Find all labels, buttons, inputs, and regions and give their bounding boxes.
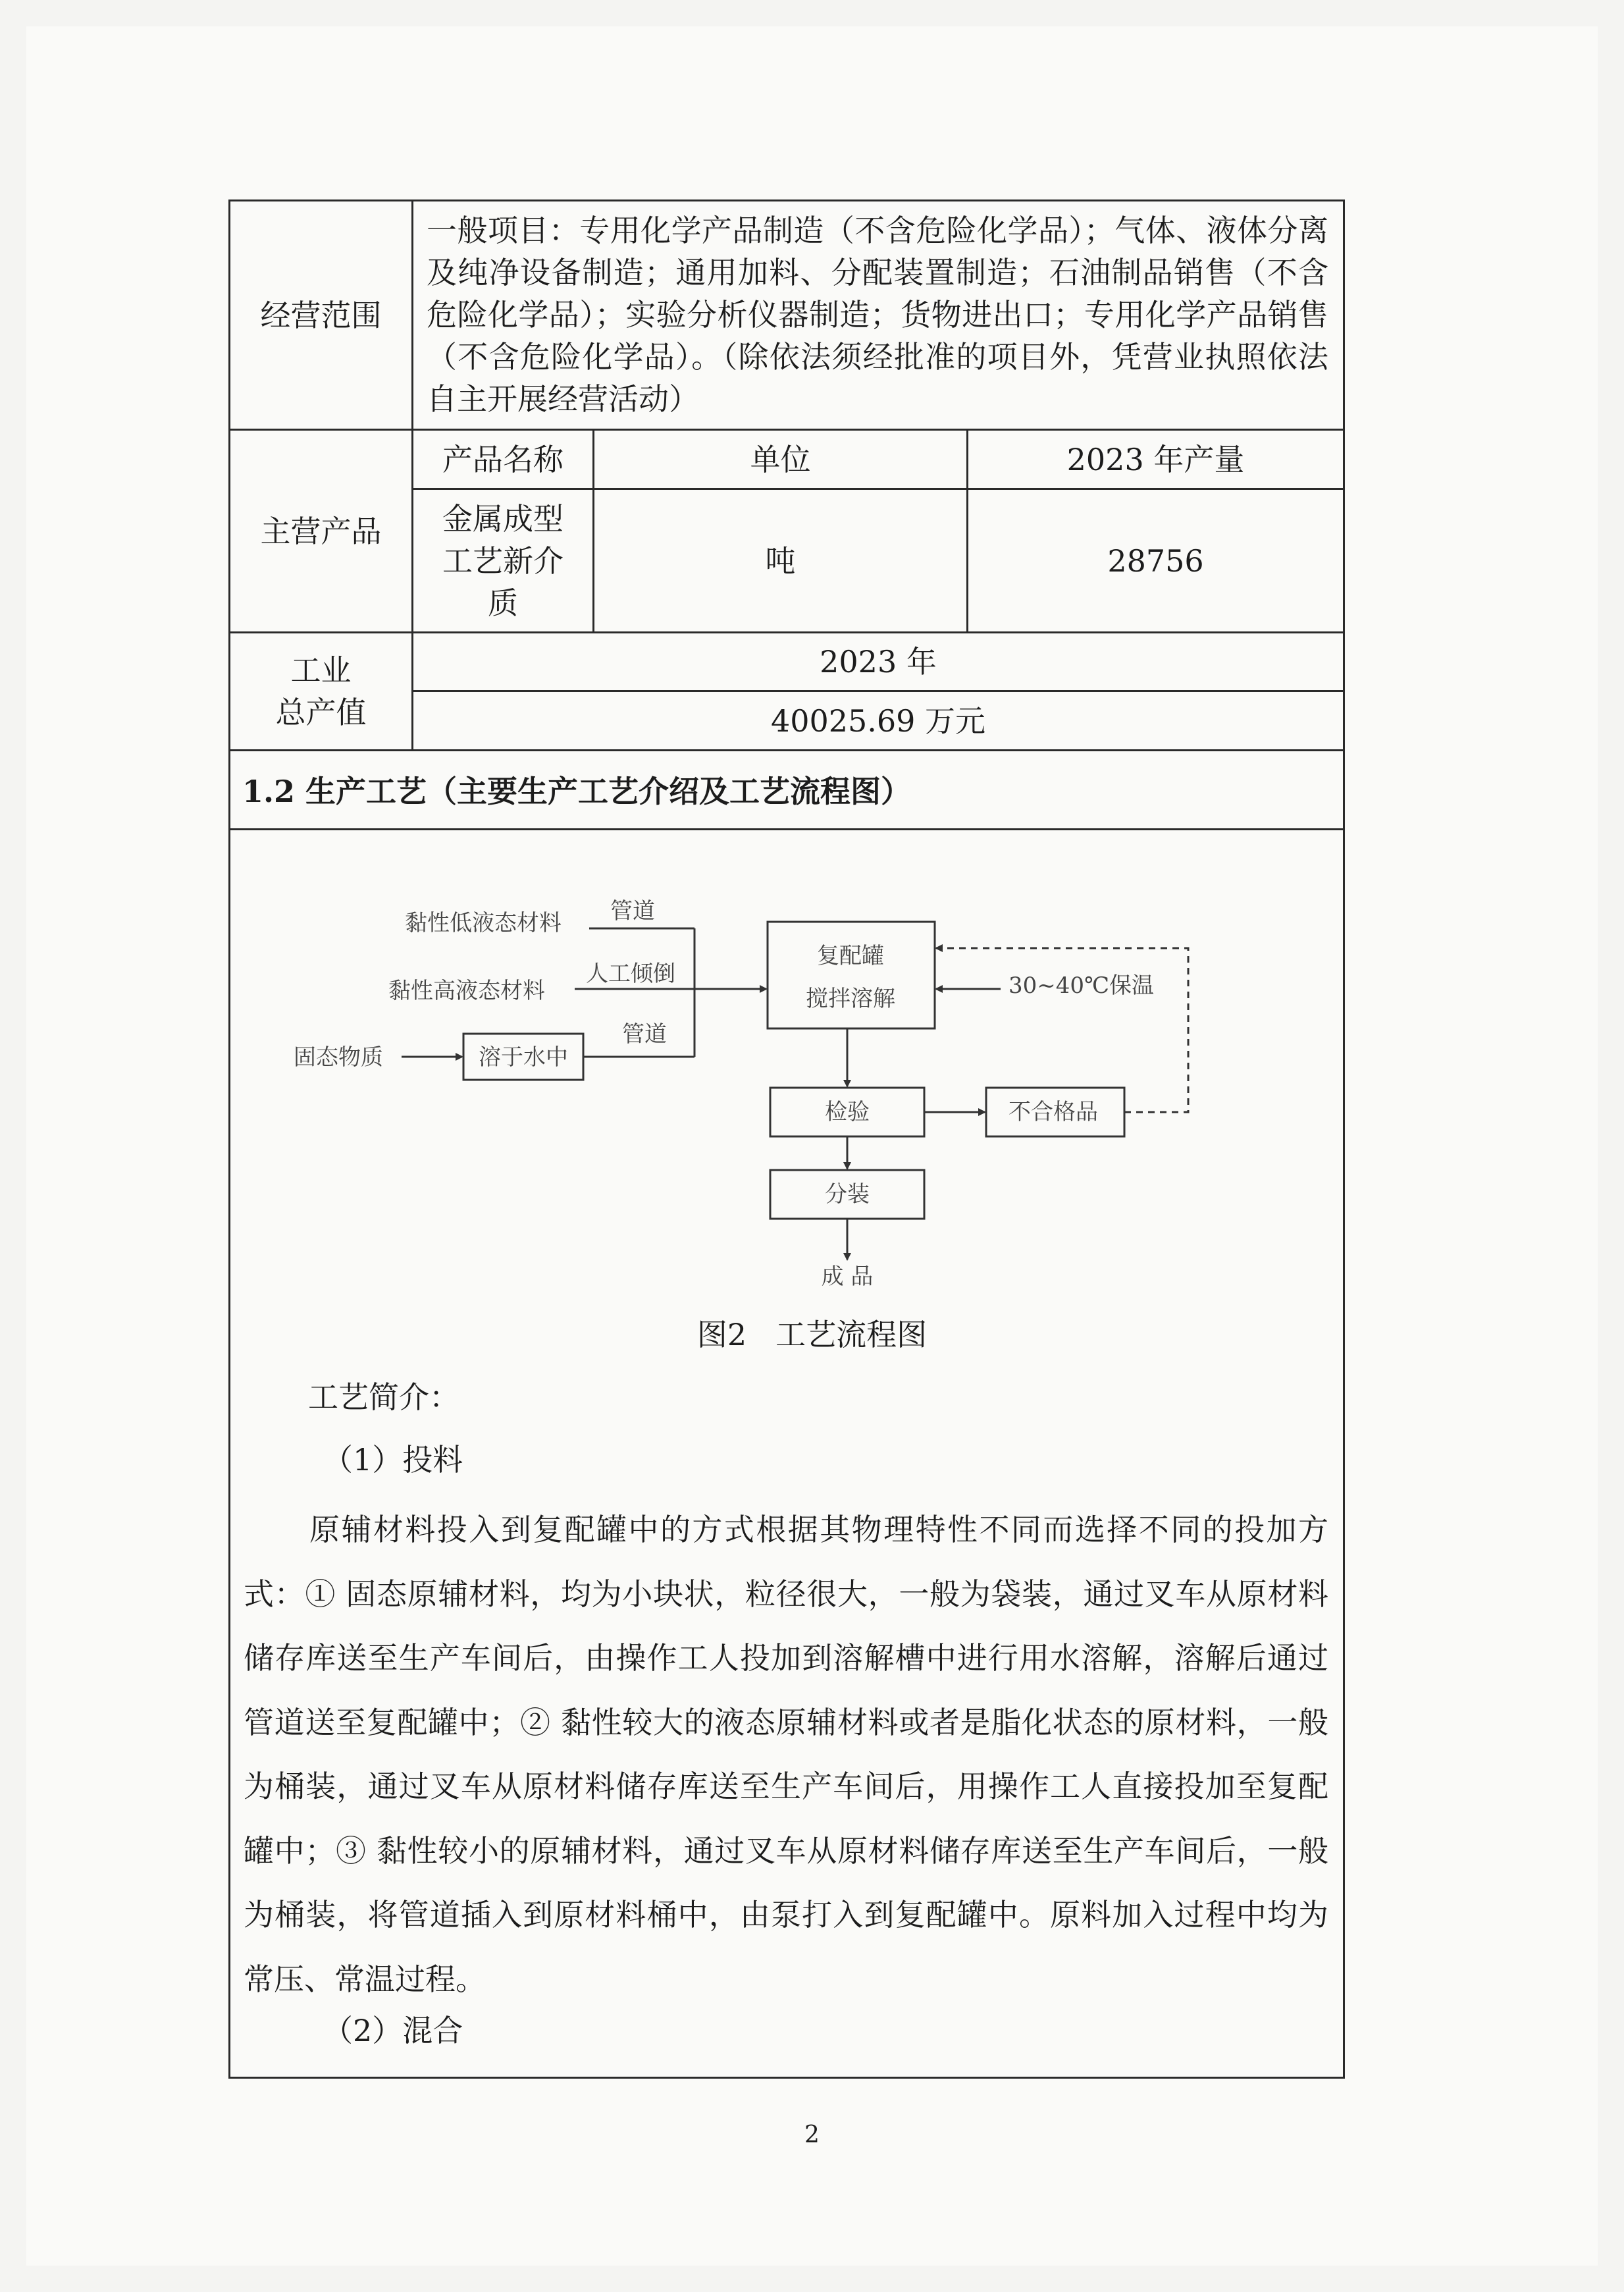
products-label: 主营产品 xyxy=(260,513,382,549)
label-solid: 固态物质 xyxy=(294,1044,383,1071)
label-high-viscosity: 黏性高液态材料 xyxy=(388,978,545,1004)
box-mix xyxy=(768,922,935,1028)
gov-label-line1: 工业 xyxy=(290,653,352,688)
step1-paragraph: 原辅材料投入到复配罐中的方式根据其物理特性不同而选择不同的投加方式：① 固态原辅材料，均为小块状，粒径很大，一般为袋装，通过叉车从原材料储存库送至生产车间后，由操作工人投加到溶解槽中进行用水溶解，溶解后通过管道送至复配罐中；② 黏性较大的液态原辅材料或者是脂化状态的原材料，一般为桶装，通过叉车从原材料储存库送至生产车间后，用操作工人直接投加至复配罐中；③ 黏性较小的原辅材料，通过叉车从原材料储存库送至生产车间后，一般为桶装，将管道插入到原材料桶中，由泵打入到复配罐中。原料加入过程中均为常压、常温过程。 xyxy=(244,1512,1328,1997)
page-number: 2 xyxy=(804,2121,820,2148)
figure-caption xyxy=(0,1314,1624,1356)
rule-after-section-title xyxy=(228,828,1345,830)
scope-label: 经营范围 xyxy=(260,297,382,333)
scope-text: 一般项目：专用化学产品制造（不含危险化学品）；气体、液体分离及纯净设备制造；通用加料、分配装置制造；石油制品销售（不含危险化学品）；实验分析仪器制造；货物进出口；专用化学产品销售（不含危险化学品）。（除依法须经批准的项目外，凭营业执照依法自主开展经营活动） xyxy=(427,213,1328,417)
box-pack-label: 分装 xyxy=(825,1181,870,1208)
step1-heading: （1）投料 xyxy=(323,1442,463,1478)
col-header-output: 2023 年产量 xyxy=(1066,441,1245,477)
col-header-product-name: 产品名称 xyxy=(442,441,563,477)
box-inspect-label: 检验 xyxy=(825,1099,870,1125)
box-mix-label-1: 复配罐 xyxy=(817,943,884,969)
gov-value: 40025.69 万元 xyxy=(770,703,986,739)
rule-after-output-value xyxy=(228,749,1345,751)
product-name: 金属成型工艺新介质 xyxy=(442,500,563,621)
label-low-viscosity: 黏性低液态材料 xyxy=(405,910,562,936)
figure-number: 图2 xyxy=(696,1317,747,1352)
gov-label xyxy=(230,633,411,749)
edge-label-pipe-bottom: 管道 xyxy=(622,1021,667,1048)
section-title: 1.2 生产工艺（主要生产工艺介绍及工艺流程图） xyxy=(242,774,912,809)
edge-label-manual: 人工倾倒 xyxy=(586,961,675,987)
box-dissolve-label: 溶于水中 xyxy=(479,1044,568,1071)
gov-label-line2: 总产值 xyxy=(275,695,367,730)
output-label: 成 品 xyxy=(821,1264,874,1290)
step2-heading: （2）混合 xyxy=(323,2013,463,2048)
process-intro-label: 工艺简介： xyxy=(308,1379,459,1415)
product-unit: 吨 xyxy=(765,543,796,579)
product-output: 28756 xyxy=(1107,543,1204,579)
gov-year: 2023 年 xyxy=(820,644,937,680)
process-flowchart xyxy=(290,876,1211,1304)
box-mix-label-2: 搅拌溶解 xyxy=(806,986,895,1012)
col-header-unit: 单位 xyxy=(750,441,811,477)
keep-warm-label: 30~40℃保温 xyxy=(1008,973,1155,999)
box-reject-label: 不合格品 xyxy=(1008,1099,1098,1125)
figure-title: 工艺流程图 xyxy=(775,1317,928,1352)
edge-label-pipe-top: 管道 xyxy=(610,898,655,924)
